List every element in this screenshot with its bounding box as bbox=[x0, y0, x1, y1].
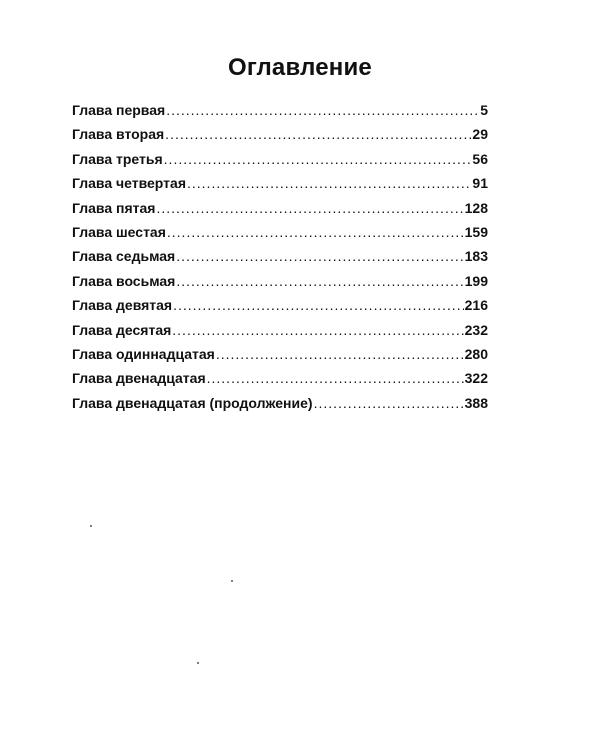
toc-entry[interactable] bbox=[72, 171, 488, 195]
toc-entry-label: Глава девятая bbox=[72, 297, 173, 314]
page-title: Оглавление bbox=[228, 54, 372, 82]
toc-entry-page: 280 bbox=[464, 345, 488, 362]
toc-entry-page: 183 bbox=[464, 248, 488, 265]
toc-entry-label: Глава шестая bbox=[72, 223, 166, 240]
toc-entry-label: Глава восьмая bbox=[72, 272, 176, 289]
toc-leader-dots bbox=[207, 366, 464, 390]
toc-entry[interactable] bbox=[72, 244, 488, 268]
toc-leader-dots bbox=[187, 171, 471, 195]
toc-leader-dots bbox=[314, 391, 464, 415]
toc-entry-page: 388 bbox=[464, 394, 488, 411]
scan-speck bbox=[90, 525, 92, 527]
toc-entry-page: 128 bbox=[464, 199, 488, 216]
toc-entry-page: 5 bbox=[480, 102, 488, 118]
toc-leader-dots bbox=[176, 244, 463, 268]
toc-leader-dots bbox=[165, 122, 471, 146]
toc-entry-page: 322 bbox=[464, 370, 488, 387]
toc-leader-dots bbox=[166, 98, 479, 122]
toc-leader-dots bbox=[164, 147, 472, 171]
toc-entry-page: 159 bbox=[464, 223, 488, 240]
toc-entry[interactable] bbox=[72, 122, 488, 146]
scan-speck bbox=[197, 662, 199, 664]
toc-entry[interactable] bbox=[72, 391, 488, 415]
toc-entry[interactable] bbox=[72, 196, 488, 220]
toc-entry[interactable] bbox=[72, 342, 488, 366]
toc-entry-label: Глава десятая bbox=[72, 321, 172, 338]
toc-entry-page: 216 bbox=[464, 297, 488, 314]
toc-entry-page: 199 bbox=[464, 272, 488, 289]
toc-entry[interactable] bbox=[72, 269, 488, 293]
toc-leader-dots bbox=[172, 318, 463, 342]
toc-entry-page: 56 bbox=[472, 150, 488, 167]
scan-speck bbox=[231, 580, 233, 582]
toc-entry-label: Глава пятая bbox=[72, 199, 156, 216]
toc-entry-label: Глава первая bbox=[72, 102, 166, 118]
toc-entry[interactable] bbox=[72, 147, 488, 171]
toc-entry-page: 91 bbox=[472, 175, 488, 192]
toc-entry-page: 29 bbox=[472, 126, 488, 143]
toc-entry[interactable] bbox=[72, 318, 488, 342]
toc-leader-dots bbox=[156, 196, 463, 220]
toc-leader-dots bbox=[176, 269, 463, 293]
toc-entry-label: Глава седьмая bbox=[72, 248, 176, 265]
toc-entry[interactable] bbox=[72, 293, 488, 317]
toc-leader-dots bbox=[167, 220, 464, 244]
toc-entry-label: Глава одиннадцатая bbox=[72, 345, 215, 362]
toc-entry[interactable] bbox=[72, 98, 488, 122]
toc-entry-page: 232 bbox=[464, 321, 488, 338]
toc-entry-label: Глава вторая bbox=[72, 126, 165, 143]
toc-leader-dots bbox=[216, 342, 464, 366]
toc-entry-label: Глава четвертая bbox=[72, 175, 186, 192]
toc-entry-label: Глава третья bbox=[72, 150, 163, 167]
table-of-contents bbox=[72, 98, 488, 415]
toc-leader-dots bbox=[173, 293, 464, 317]
toc-entry[interactable] bbox=[72, 366, 488, 390]
toc-entry-label: Глава двенадцатая bbox=[72, 370, 206, 387]
toc-entry-label: Глава двенадцатая (продолжение) bbox=[72, 394, 313, 411]
toc-entry[interactable] bbox=[72, 220, 488, 244]
